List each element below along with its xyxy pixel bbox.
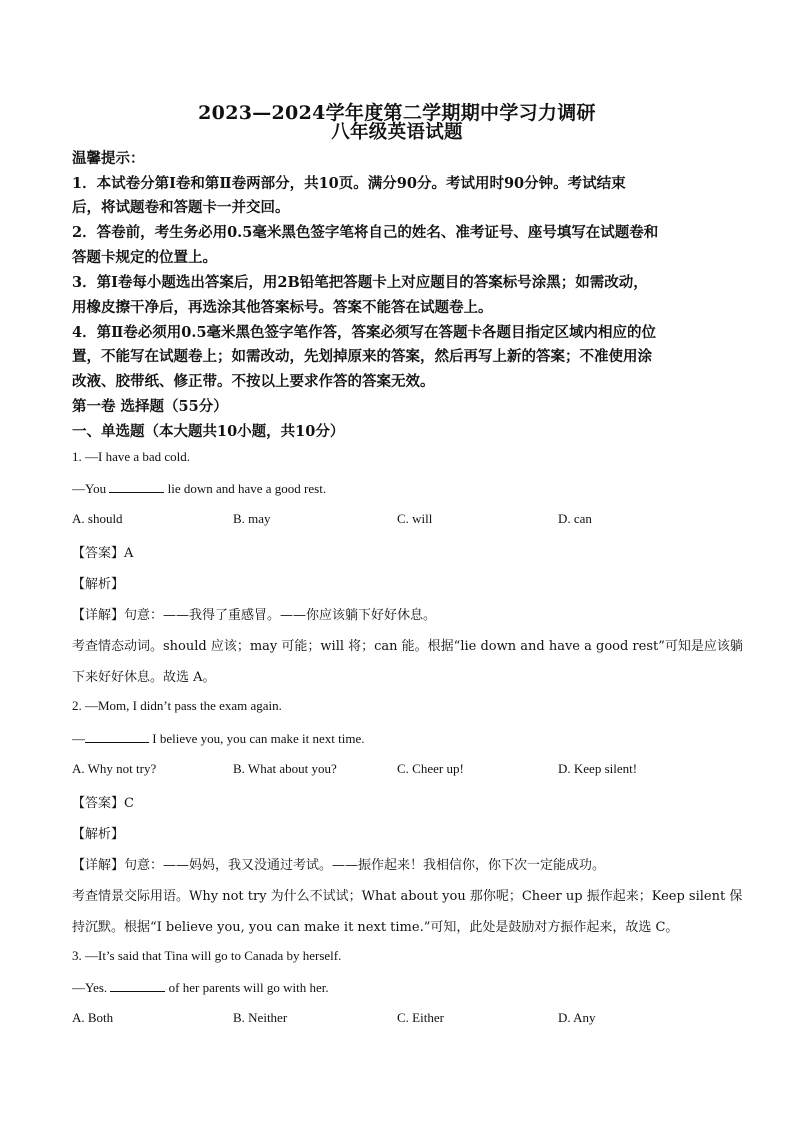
- question-1-detail: 考查情态动词。should 应该；may 可能；will 将；can 能。根据“lie down and have a good rest”可知是应该躺: [72, 639, 743, 654]
- section-heading: 一、单选题（本大题共10小题，共10分）: [72, 423, 345, 440]
- notice-heading: 温馨提示：: [72, 150, 145, 167]
- question-2-answer: 【答案】C: [72, 796, 134, 811]
- question-1-post: lie down and have a good rest.: [164, 481, 327, 496]
- question-1-option-b: B. may: [233, 511, 271, 526]
- question-1-option-c: C. will: [397, 511, 433, 526]
- question-2-option-b: B. What about you?: [233, 761, 337, 776]
- question-3-option-c: C. Either: [397, 1010, 444, 1025]
- part-heading: 第一卷 选择题（55分）: [72, 398, 228, 415]
- answer-blank: [110, 979, 165, 992]
- question-3-post: of her parents will go with her.: [165, 980, 329, 995]
- notice-line: 改液、胶带纸、修正带。不按以上要求作答的答案无效。: [72, 373, 435, 390]
- question-2-detail: 持沉默。根据“I believe you, you can make it next time.”可知，此处是鼓励对方振作起来，故选 C。: [72, 920, 679, 935]
- notice-line: 3．第Ⅰ卷每小题选出答案后，用2B铅笔把答题卡上对应题目的答案标号涂黑；如需改动，: [72, 274, 648, 291]
- question-2-detail: 考查情景交际用语。Why not try 为什么不试试；What about you 那你呢；Cheer up 振作起来；Keep silent 保: [72, 889, 743, 904]
- question-2-blank-line: [72, 730, 722, 747]
- notice-line: 4．第Ⅱ卷必须用0.5毫米黑色签字笔作答，答案必须写在答题卡各题目指定区域内相应的位: [72, 324, 657, 341]
- question-1-option-d: D. can: [558, 511, 592, 526]
- question-2-option-c: C. Cheer up!: [397, 761, 464, 776]
- question-3-blank-line: [72, 979, 722, 996]
- question-2-pre: —: [72, 731, 85, 746]
- question-3-option-a: A. Both: [72, 1010, 114, 1025]
- question-2-option-a: A. Why not try?: [72, 761, 157, 776]
- question-2-detail: 【详解】句意：——妈妈，我又没通过考试。——振作起来！我相信你，你下次一定能成功。: [72, 858, 606, 873]
- question-1-detail: 【详解】句意：——我得了重感冒。——你应该躺下好好休息。: [72, 608, 437, 623]
- question-3-option-d: D. Any: [558, 1010, 596, 1025]
- notice-line: 用橡皮擦干净后，再选涂其他答案标号。答案不能答在试题卷上。: [72, 299, 493, 316]
- question-1-answer: 【答案】A: [72, 546, 134, 561]
- notice-line: 后，将试题卷和答题卡一并交回。: [72, 199, 290, 216]
- question-1-option-a: A. should: [72, 511, 123, 526]
- question-1-stem: 1. —I have a bad cold.: [72, 449, 191, 464]
- question-1-pre: —You: [72, 481, 110, 496]
- exam-title: 2023—2024学年度第二学期期中学习力调研: [198, 102, 596, 124]
- question-2-option-d: D. Keep silent!: [558, 761, 638, 776]
- question-1-analysis: 【解析】: [72, 577, 125, 592]
- question-3-option-b: B. Neither: [233, 1010, 288, 1025]
- question-2-post: I believe you, you can make it next time.: [149, 731, 365, 746]
- question-2-stem: 2. —Mom, I didn’t pass the exam again.: [72, 698, 282, 713]
- answer-blank: [109, 480, 164, 493]
- notice-line: 1．本试卷分第Ⅰ卷和第Ⅱ卷两部分，共10页。满分90分。考试用时90分钟。考试结束: [72, 175, 626, 192]
- exam-subtitle: 八年级英语试题: [331, 122, 463, 143]
- notice-line: 答题卡规定的位置上。: [72, 249, 217, 266]
- answer-blank: [85, 730, 149, 743]
- question-3-stem: 3. —It’s said that Tina will go to Canada by herself.: [72, 948, 342, 963]
- question-1-blank-line: [72, 480, 722, 497]
- question-2-analysis: 【解析】: [72, 827, 125, 842]
- notice-line: 置，不能写在试题卷上；如需改动，先划掉原来的答案，然后再写上新的答案；不准使用涂: [72, 348, 652, 365]
- question-3-pre: —Yes.: [72, 980, 111, 995]
- question-1-detail: 下来好好休息。故选 A。: [72, 670, 216, 685]
- notice-line: 2．答卷前，考生务必用0.5毫米黑色签字笔将自己的姓名、准考证号、座号填写在试题卷和: [72, 224, 659, 241]
